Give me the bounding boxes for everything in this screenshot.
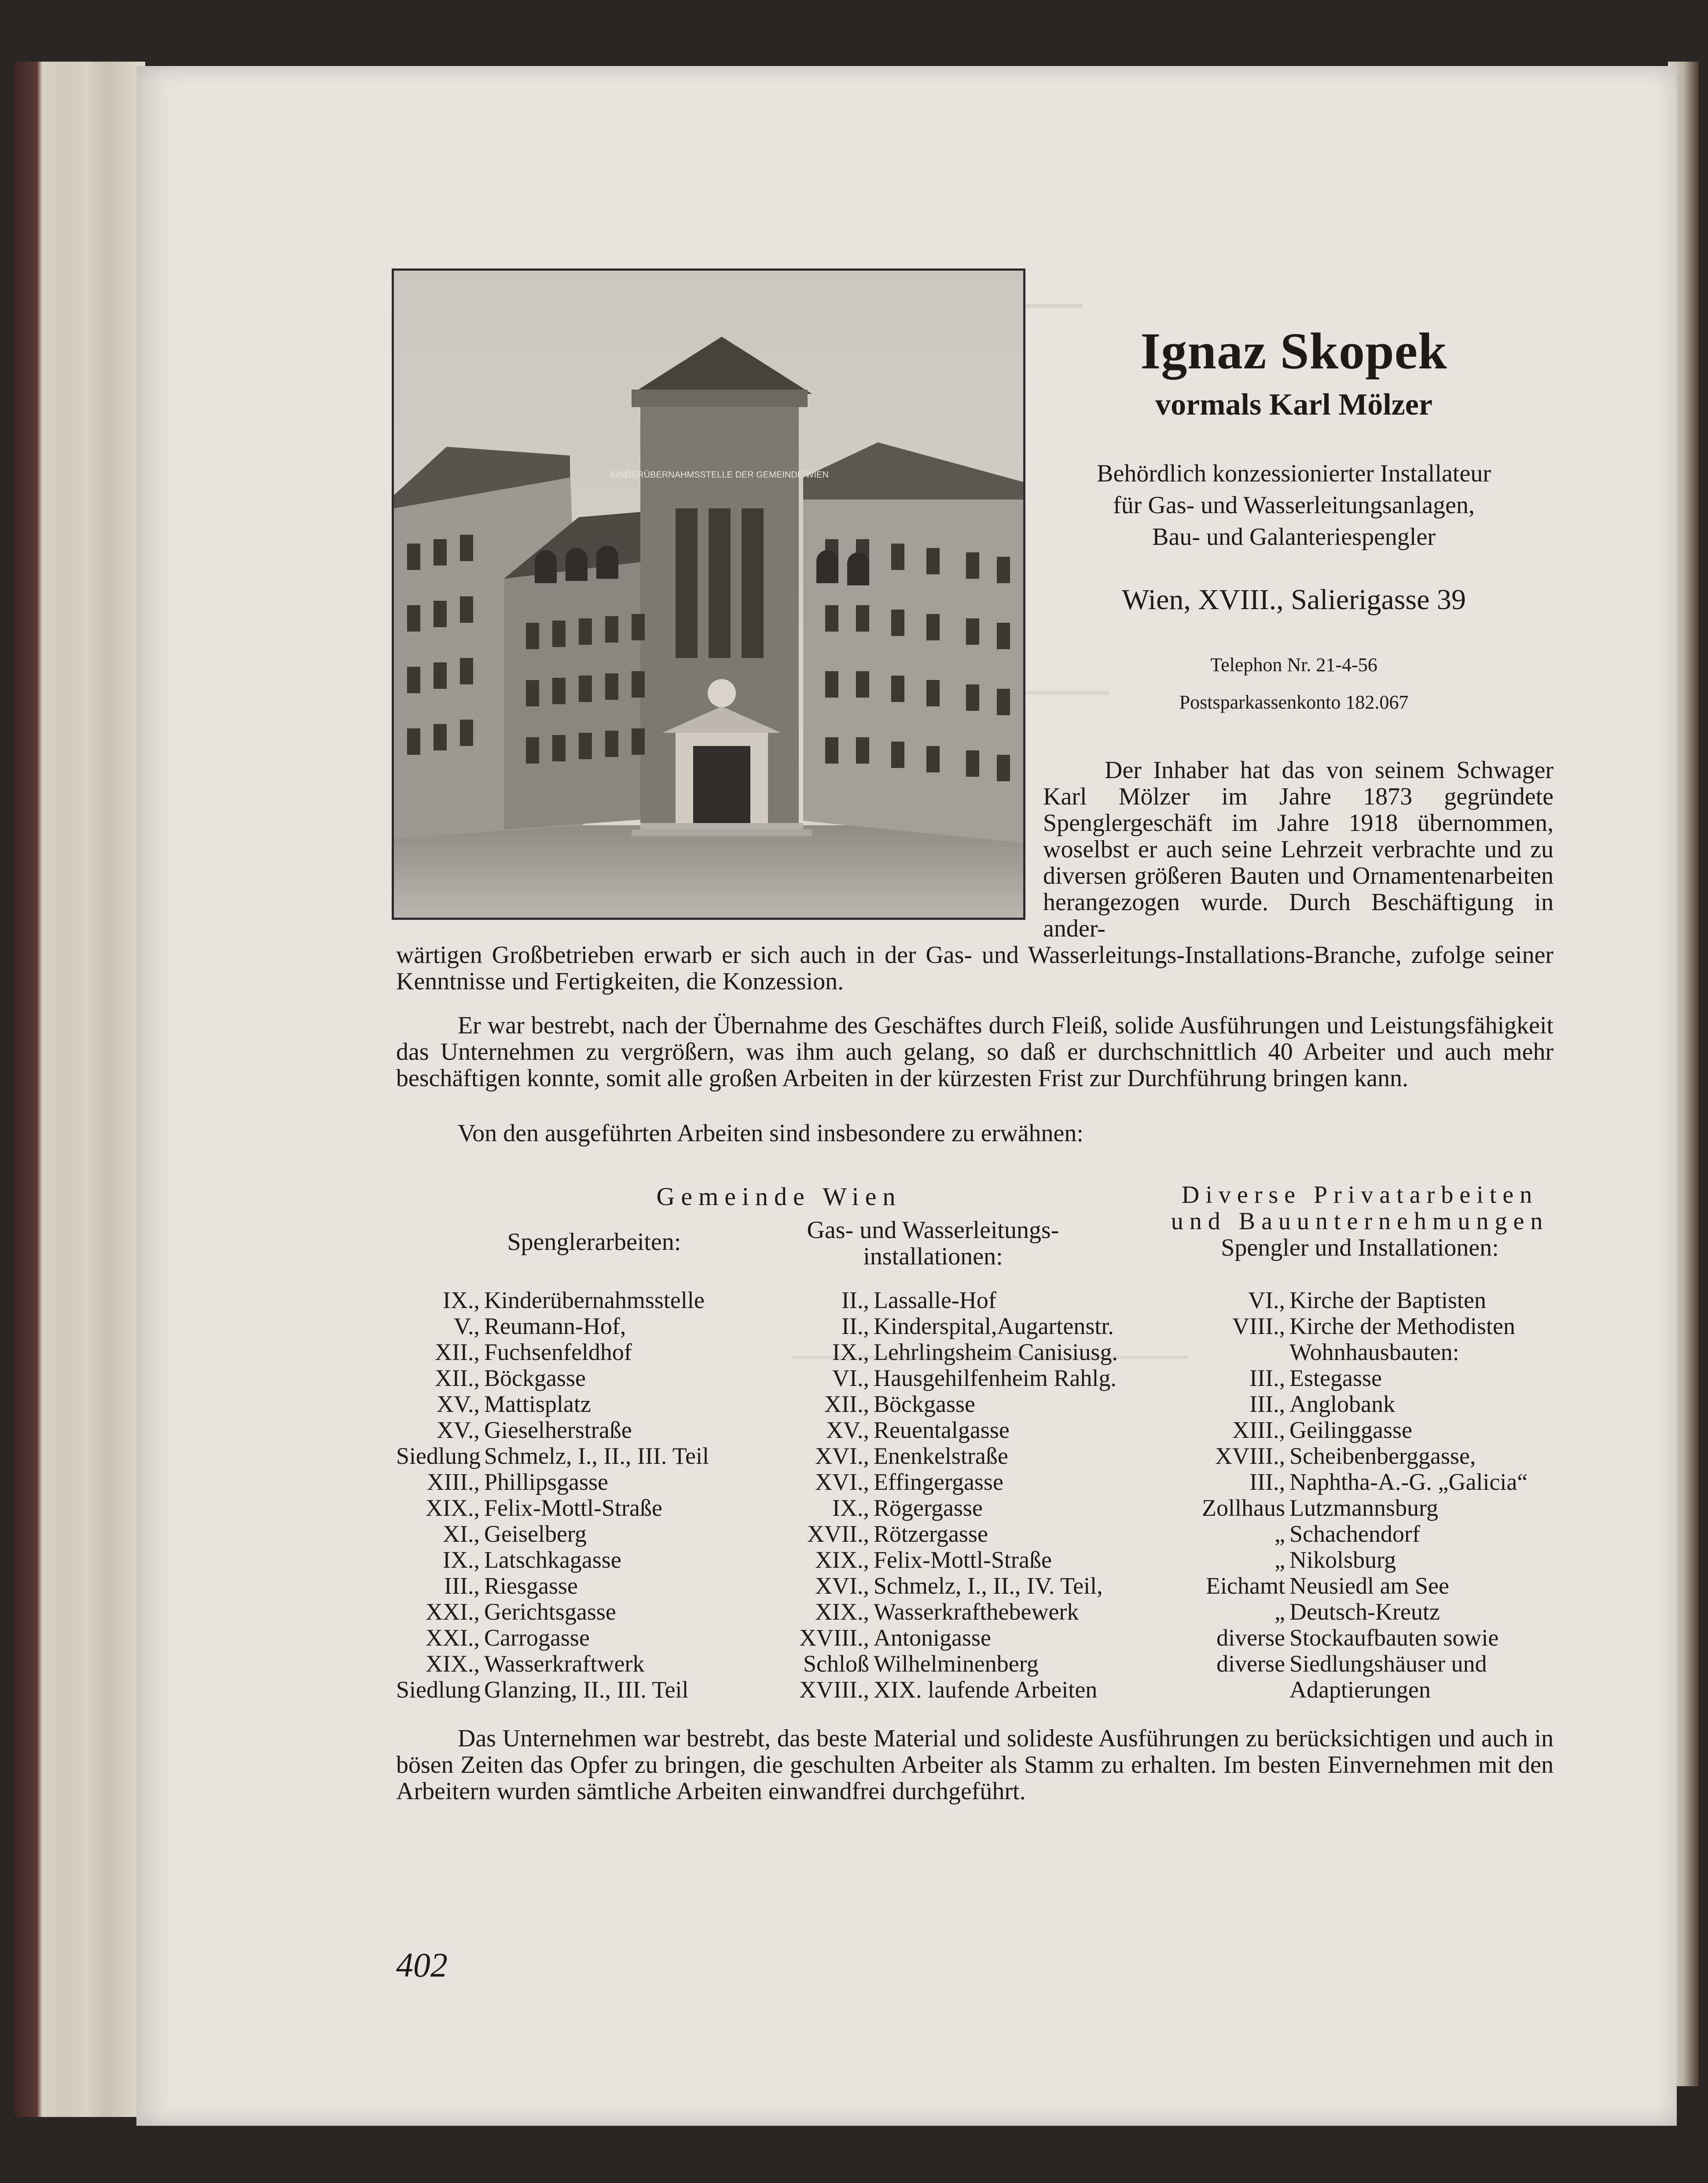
intro-text: Der Inhaber hat das von seinem Schwager Karl Mölzer im Jahre 1873 gegründete Spenglergeschäft im Jahre 1918 übernommen, woselbst er auch seine Lehrzeit verbrachte und zu diversen größeren Bauten und Ornamentenarbeiten herangezogen wurde. Durch Beschäftigung in ander- xyxy=(1043,757,1554,942)
work-item xyxy=(781,1573,1179,1599)
work-item-district: XVI., xyxy=(815,1469,869,1495)
work-item-district: Schloß xyxy=(803,1650,869,1677)
work-item xyxy=(781,1417,1179,1443)
work-item-district: XII., xyxy=(435,1339,480,1365)
work-item-district: XIII., xyxy=(427,1469,480,1495)
work-item xyxy=(1175,1365,1558,1391)
intro-continuation: wärtigen Großbetrieben erwarb er sich auch in der Gas- und Wasserleitungs-Installations-Branche, zufolge seiner Kenntnisse und Fertigkeiten, die Konzession. xyxy=(396,941,1554,995)
work-item-name: Wohnhausbauten: xyxy=(1289,1339,1459,1365)
work-item xyxy=(1175,1651,1558,1677)
work-item-name: Scheibenberggasse, xyxy=(1289,1443,1476,1469)
book-page-edges xyxy=(13,62,145,2117)
work-item-district: II., xyxy=(841,1287,869,1313)
intro-paragraph xyxy=(1043,757,1554,942)
paragraph-2-text: Er war bestrebt, nach der Übernahme des Geschäftes durch Fleiß, solide Ausführungen und Leistungsfähigkeit das Unternehmen zu vergrößern, was ihm auch gelang, so daß er durchschnittlich 40 Arbeiter und auch mehr beschäftigen konnte, somit alle großen Arbeiten in der kürzesten Frist zur Durchführung bringen kann. xyxy=(396,1012,1554,1092)
work-item-name: Böckgasse xyxy=(874,1391,975,1417)
work-item xyxy=(781,1521,1179,1547)
work-item-name: Mattisplatz xyxy=(484,1391,591,1417)
work-item-name: Kinderübernahmsstelle xyxy=(484,1287,705,1313)
work-item xyxy=(1175,1547,1558,1573)
work-item-district: III., xyxy=(444,1573,480,1599)
col1-heading: Spenglerarbeiten: xyxy=(507,1228,681,1256)
work-item xyxy=(1175,1677,1558,1703)
work-item xyxy=(396,1599,779,1625)
work-item-name: Felix-Mottl-Straße xyxy=(874,1547,1052,1573)
work-item-district: XI., xyxy=(443,1521,480,1547)
work-item-district: XII., xyxy=(824,1391,869,1417)
work-item xyxy=(396,1313,779,1339)
installationen-list xyxy=(781,1287,1179,1703)
work-item xyxy=(396,1287,779,1313)
work-item xyxy=(781,1287,1179,1313)
work-item-name: Schachendorf xyxy=(1289,1521,1420,1547)
work-item xyxy=(1175,1599,1558,1625)
work-item-name: Gieselherstraße xyxy=(484,1417,632,1443)
work-item xyxy=(396,1469,779,1495)
work-item xyxy=(781,1547,1179,1573)
postal-account: Postsparkassenkonto 182.067 xyxy=(1179,691,1409,713)
description-line: Behördlich konzessionierter Installateur xyxy=(1097,460,1491,487)
work-item-name: Adaptierungen xyxy=(1289,1676,1431,1703)
work-item-district: VI., xyxy=(1248,1287,1285,1313)
work-item-name: Deutsch-Kreutz xyxy=(1289,1599,1440,1625)
work-item-district: IX., xyxy=(443,1287,480,1313)
work-item xyxy=(1175,1521,1558,1547)
work-item xyxy=(781,1599,1179,1625)
work-item xyxy=(396,1651,779,1677)
work-item-district: XIII., xyxy=(1232,1417,1285,1443)
work-item xyxy=(1175,1573,1558,1599)
work-item xyxy=(396,1495,779,1521)
work-item xyxy=(1175,1625,1558,1651)
work-item-name: Reumann-Hof, xyxy=(484,1313,626,1339)
work-item-district: IX., xyxy=(443,1547,480,1573)
work-item xyxy=(396,1443,779,1469)
work-item-name: Phillipsgasse xyxy=(484,1469,609,1495)
work-item-name: Antonigasse xyxy=(874,1624,991,1651)
work-item xyxy=(781,1495,1179,1521)
work-item-district: VI., xyxy=(832,1365,869,1391)
work-item xyxy=(396,1391,779,1417)
work-item-name: Gerichtsgasse xyxy=(484,1599,616,1625)
work-item-name: Effingergasse xyxy=(874,1469,1003,1495)
work-item xyxy=(781,1365,1179,1391)
work-item xyxy=(1175,1469,1558,1495)
work-item-name: Felix-Mottl-Straße xyxy=(484,1495,662,1521)
work-item-name: Wasserkrafthebewerk xyxy=(874,1599,1079,1625)
work-item xyxy=(1175,1339,1558,1365)
paragraph-2 xyxy=(396,1012,1554,1092)
col2-heading xyxy=(766,1217,1100,1270)
work-item-name: Kirche der Baptisten xyxy=(1289,1287,1486,1313)
work-item-district: XVIII., xyxy=(799,1676,869,1703)
work-item-district xyxy=(1175,1677,1285,1703)
work-item xyxy=(396,1547,779,1573)
work-item-district: „ xyxy=(1275,1547,1285,1573)
work-item xyxy=(781,1469,1179,1495)
work-item-district: XXI., xyxy=(426,1599,480,1625)
work-item xyxy=(1175,1417,1558,1443)
work-item xyxy=(781,1677,1179,1703)
work-item-district: XV., xyxy=(826,1417,869,1443)
final-paragraph xyxy=(396,1725,1554,1804)
work-item-name: Geilinggasse xyxy=(1289,1417,1412,1443)
work-item-name: Hausgehilfenheim Rahlg. xyxy=(874,1365,1117,1391)
work-item-district: XVII., xyxy=(807,1521,869,1547)
work-item-name: Rögergasse xyxy=(874,1495,983,1521)
work-item-district: III., xyxy=(1249,1469,1285,1495)
work-item-name: Siedlungshäuser und xyxy=(1289,1650,1487,1677)
work-item-district: diverse xyxy=(1216,1650,1285,1677)
work-item-name: Carrogasse xyxy=(484,1624,590,1651)
col2-heading-line: Gas- und Wasserleitungs- xyxy=(807,1216,1059,1244)
work-item xyxy=(1175,1495,1558,1521)
work-item xyxy=(781,1443,1179,1469)
work-item-district: III., xyxy=(1249,1391,1285,1417)
work-item-district: Eichamt xyxy=(1206,1573,1285,1599)
company-name: Ignaz Skopek xyxy=(1140,322,1447,380)
work-item-name: Rötzergasse xyxy=(874,1521,988,1547)
work-item-district: XVI., xyxy=(815,1443,869,1469)
work-item xyxy=(396,1625,779,1651)
work-item-district xyxy=(1175,1339,1285,1365)
work-item xyxy=(396,1677,779,1703)
work-item-name: Lehrlingsheim Canisiusg. xyxy=(874,1339,1118,1365)
work-item-district: diverse xyxy=(1216,1624,1285,1651)
works-lead-line: Von den ausgeführten Arbeiten sind insbesondere zu erwähnen: xyxy=(458,1120,1084,1147)
work-item-name: Neusiedl am See xyxy=(1289,1573,1449,1599)
work-item-district: XVIII., xyxy=(799,1624,869,1651)
work-item-name: Schmelz, I., II., III. Teil xyxy=(484,1443,709,1469)
work-item-district: III., xyxy=(1249,1365,1285,1391)
work-item-name: Fuchsenfeldhof xyxy=(484,1339,632,1365)
work-item-name: Riesgasse xyxy=(484,1573,578,1599)
spenglerarbeiten-list xyxy=(396,1287,779,1703)
work-item-district: „ xyxy=(1275,1521,1285,1547)
work-item-district: XXI., xyxy=(426,1624,480,1651)
work-item xyxy=(781,1625,1179,1651)
work-item xyxy=(1175,1287,1558,1313)
company-predecessor: vormals Karl Mölzer xyxy=(1155,388,1433,422)
work-item xyxy=(396,1365,779,1391)
work-item-district: XVI., xyxy=(815,1573,869,1599)
work-item-name: Kinderspital,Augartenstr. xyxy=(874,1313,1114,1339)
work-item-name: XIX. laufende Arbeiten xyxy=(874,1676,1098,1703)
work-item-name: Wasserkraftwerk xyxy=(484,1650,645,1677)
work-item-district: XIX., xyxy=(426,1495,480,1521)
col3-heading-line: und Bauunternehmungen xyxy=(1171,1208,1549,1235)
work-item-name: Reuentalgasse xyxy=(874,1417,1010,1443)
work-item-name: Geiselberg xyxy=(484,1521,587,1547)
building-illustration xyxy=(394,271,1023,918)
work-item-district: Siedlung xyxy=(396,1676,481,1703)
work-item-district: „ xyxy=(1275,1599,1285,1625)
work-item-name: Nikolsburg xyxy=(1289,1547,1396,1573)
work-item-name: Anglobank xyxy=(1289,1391,1395,1417)
work-item-district: XII., xyxy=(435,1365,480,1391)
work-item-name: Lassalle-Hof xyxy=(874,1287,996,1313)
work-item xyxy=(396,1339,779,1365)
work-item xyxy=(1175,1443,1558,1469)
description-line: Bau- und Galanteriespengler xyxy=(1152,523,1436,551)
work-item-name: Estegasse xyxy=(1289,1365,1382,1391)
work-item-name: Lutzmannsburg xyxy=(1289,1495,1438,1521)
work-item-district: XIX., xyxy=(815,1547,869,1573)
work-item-district: XV., xyxy=(436,1391,480,1417)
work-item-district: II., xyxy=(841,1313,869,1339)
final-text: Das Unternehmen war bestrebt, das beste Material und solideste Ausführungen zu berücksichtigen und auch in bösen Zeiten das Opfer zu bringen, die geschulten Arbeiter als Stamm zu erhalten. Im besten Einvernehmen mit den Arbeitern wurden sämtliche Arbeiten einwandfrei durchgeführt. xyxy=(396,1725,1554,1805)
work-item-name: Latschkagasse xyxy=(484,1547,621,1573)
description-line: für Gas- und Wasserleitungsanlagen, xyxy=(1113,492,1475,519)
work-item-district: XIX., xyxy=(815,1599,869,1625)
company-address: Wien, XVIII., Salierigasse 39 xyxy=(1122,584,1466,616)
work-item-district: XVIII., xyxy=(1215,1443,1285,1469)
work-item-name: Wilhelminenberg xyxy=(874,1650,1039,1677)
work-item-name: Naphtha-A.-G. „Galicia“ xyxy=(1289,1469,1528,1495)
work-item xyxy=(781,1313,1179,1339)
work-item xyxy=(781,1651,1179,1677)
col3-heading-line: Spengler und Installationen: xyxy=(1221,1234,1499,1261)
work-item-district: VIII., xyxy=(1232,1313,1285,1339)
work-item-district: V., xyxy=(453,1313,480,1339)
col3-heading xyxy=(1162,1182,1558,1261)
work-item xyxy=(781,1391,1179,1417)
work-item-district: IX., xyxy=(832,1495,869,1521)
telephone: Telephon Nr. 21-4-56 xyxy=(1210,654,1377,676)
col3-heading-line: Diverse Privatarbeiten xyxy=(1181,1181,1539,1209)
work-item-name: Glanzing, II., III. Teil xyxy=(484,1676,689,1703)
work-item-district: XV., xyxy=(436,1417,480,1443)
work-item xyxy=(781,1339,1179,1365)
building-photo xyxy=(392,268,1025,920)
work-item xyxy=(1175,1313,1558,1339)
company-description xyxy=(1043,458,1545,553)
group-heading-gemeinde-wien: Gemeinde Wien xyxy=(656,1182,902,1211)
work-item xyxy=(396,1573,779,1599)
work-item xyxy=(1175,1391,1558,1417)
work-item-name: Schmelz, I., II., IV. Teil, xyxy=(874,1573,1103,1599)
work-item-name: Stockaufbauten sowie xyxy=(1289,1624,1499,1651)
work-item-name: Böckgasse xyxy=(484,1365,586,1391)
work-item-district: Zollhaus xyxy=(1202,1495,1285,1521)
work-item-district: IX., xyxy=(832,1339,869,1365)
work-item-name: Kirche der Methodisten xyxy=(1289,1313,1515,1339)
work-item xyxy=(396,1417,779,1443)
col2-heading-line: installationen: xyxy=(863,1243,1003,1270)
privatarbeiten-list xyxy=(1175,1287,1558,1703)
tower-sign-text: KINDERÜBERNAHMSSTELLE DER GEMEINDE WIEN xyxy=(610,470,829,480)
work-item-district: XIX., xyxy=(426,1650,480,1677)
work-item-name: Enenkelstraße xyxy=(874,1443,1008,1469)
page-number: 402 xyxy=(396,1946,448,1984)
work-item-district: Siedlung xyxy=(396,1443,481,1469)
work-item xyxy=(396,1521,779,1547)
